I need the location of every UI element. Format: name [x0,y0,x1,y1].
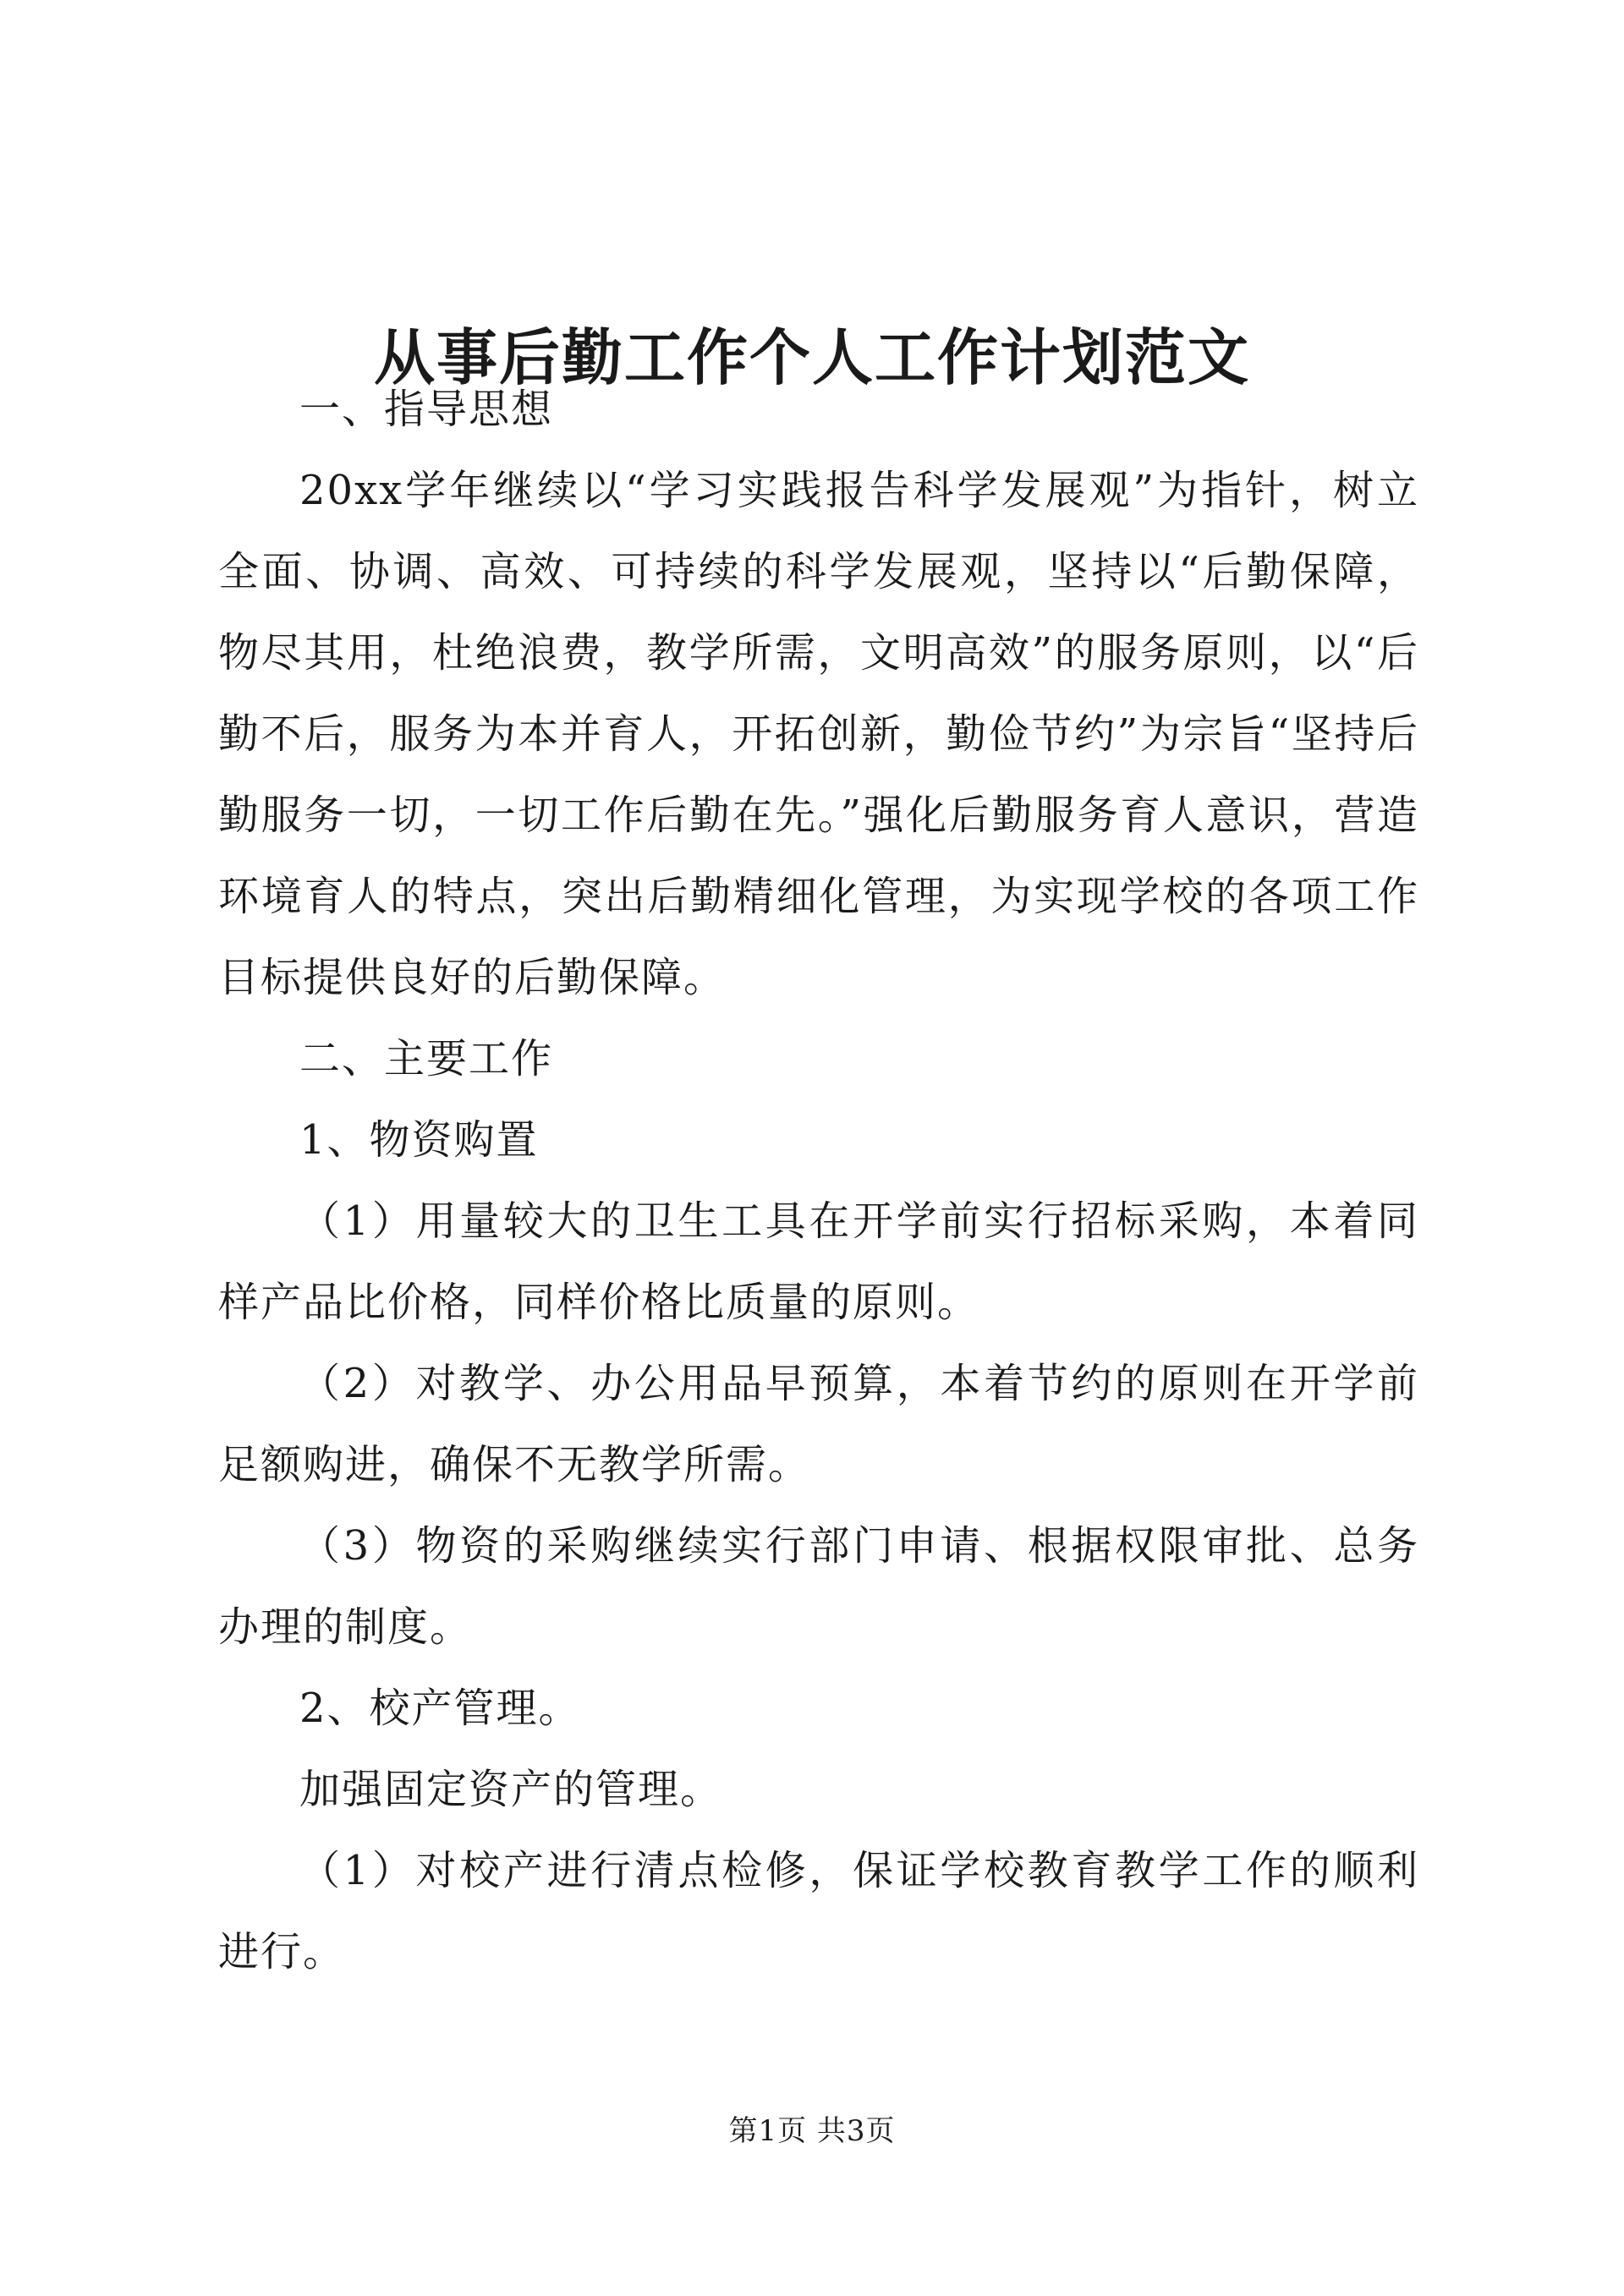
list-item-purchase-3: （3）物资的采购继续实行部门申请、根据权限审批、总务办理的制度。 [218,1522,1419,1651]
list-item-purchase-1: （1）用量较大的卫生工具在开学前实行招标采购，本着同样产品比价格，同样价格比质量的原则。 [218,1197,1419,1326]
paragraph-asset-management: 加强固定资产的管理。 [299,1766,723,1813]
document-title: 从事后勤工作个人工作计划范文 [373,321,1250,394]
paragraph-guiding-ideology: 20xx学年继续以“学习实践报告科学发展观”为指针，树立全面、协调、高效、可持续的科学发展观，坚持以“后勤保障，物尽其用，杜绝浪费，教学所需，文明高效”的服务原则，以“后勤不后，服务为本并育人，开拓创新，勤俭节约”为宗旨“坚持后勤服务一切，一切工作后勤在先。”强化后勤服务育人意识，营造环境育人的特点，突出后勤精细化管理，为实现学校的各项工作目标提供良好的后勤保障。 [218,467,1419,1001]
document-body [218,369,1419,1992]
subheading-asset-management: 2、校产管理。 [299,1685,581,1732]
page-number-footer: 第1页 共3页 [728,2114,896,2148]
subheading-material-purchase: 1、物资购置 [299,1116,539,1164]
section-heading-main-work: 二、主要工作 [299,1035,554,1082]
list-item-purchase-2: （2）对教学、办公用品早预算，本着节约的原则在开学前足额购进，确保不无教学所需。 [218,1360,1419,1488]
list-item-asset-1: （1）对校产进行清点检修，保证学校教育教学工作的顺利进行。 [218,1847,1419,1975]
section-heading-guiding-ideology: 一、指导思想 [299,386,554,433]
